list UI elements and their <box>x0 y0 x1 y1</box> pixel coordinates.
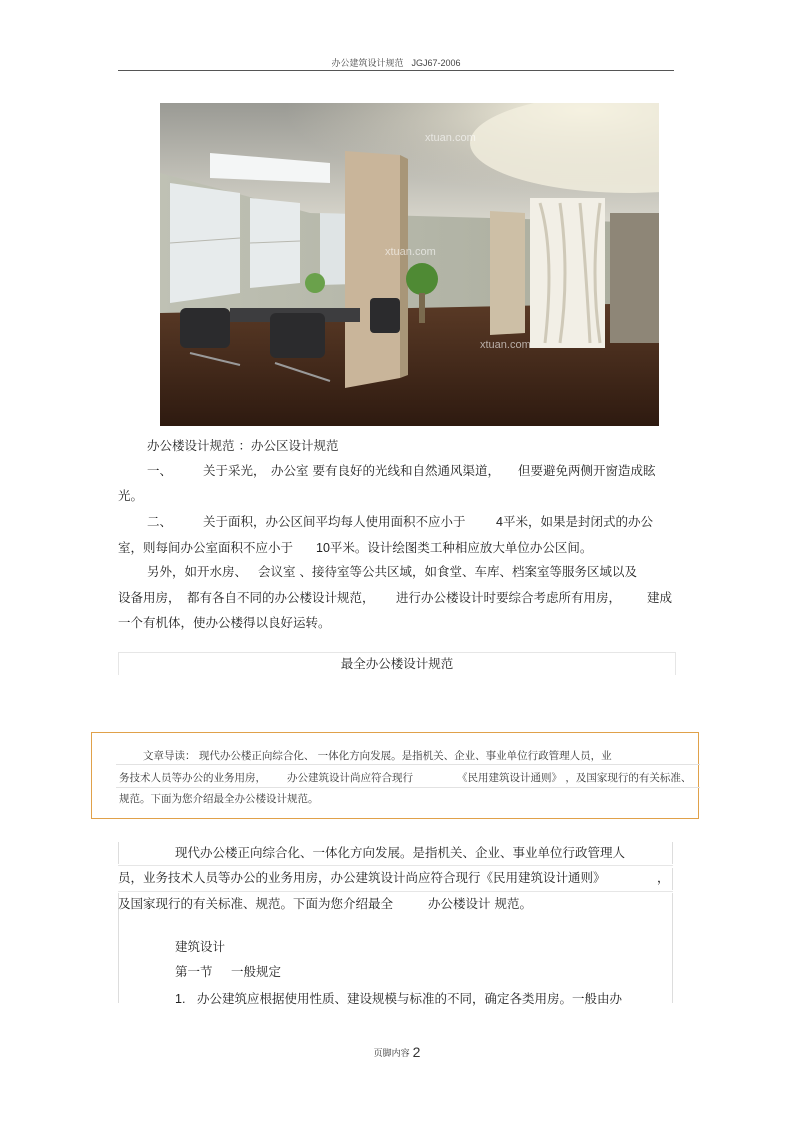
body-line-2a: 员，业务技术人员等办公的业务用房，办公建筑设计尚应符合现行《民用建筑设计通则》 <box>118 870 606 885</box>
item1-number: 一、 <box>147 463 173 478</box>
body-line-3b: 办公楼设计 规范。 <box>428 896 532 911</box>
item1-text-d: 光。 <box>118 488 144 503</box>
body-frame-rule-2 <box>118 891 673 892</box>
body-frame-right-2 <box>672 868 673 890</box>
para3-text-c: 设备用房， <box>118 590 181 605</box>
intro-line-2c: 《民用建筑设计通则》 ，及国家现行的有关标准、 <box>457 772 692 784</box>
para3-text-b: 会议室 、接待室等公共区域，如食堂、车库、档案室等服务区域以及 <box>258 564 637 579</box>
para3-text-d: 都有各自不同的办公楼设计规范， <box>187 590 375 605</box>
para3-text-a: 另外，如开水房、 <box>147 564 248 579</box>
watermark-text-3: xtuan.com <box>480 339 531 351</box>
intro-divider-2 <box>116 787 700 788</box>
footer-label: 页脚内容 <box>373 1049 410 1059</box>
item2-text-c: 室，则每间办公室面积不应小于 <box>118 540 294 555</box>
item2-number: 二、 <box>147 514 173 529</box>
intro-divider-1 <box>116 764 700 765</box>
para3-text-f: 建成 <box>647 590 673 605</box>
body-frame-right-3 <box>672 893 673 1003</box>
para3-text-e: 进行办公楼设计时要综合考虑所有用房， <box>396 590 622 605</box>
body-frame-left-1 <box>118 842 119 864</box>
intro-line-2b: 办公建筑设计尚应符合现行 <box>287 772 413 784</box>
body-frame-right-1 <box>672 842 673 864</box>
office-photo <box>160 103 659 426</box>
item2-text-b: 4平米，如果是封闭式的办公 <box>496 515 653 529</box>
body-line-2b: ， <box>657 870 670 885</box>
page-number: 2 <box>412 1044 421 1060</box>
body-line-3a: 及国家现行的有关标准、规范。下面为您介绍最全 <box>118 896 394 911</box>
item2-text-d: 10平米。设计绘图类工种相应放大单位办公区间。 <box>316 541 593 555</box>
body-item1-number: 1. <box>175 992 186 1006</box>
watermark-text-2: xtuan.com <box>385 246 436 258</box>
item1-text-b: 办公室 要有良好的光线和自然通风渠道， <box>271 463 500 478</box>
intro-line-3: 规范。下面为您介绍最全办公楼设计规范。 <box>119 793 319 805</box>
watermark-text-1: xtuan.com <box>425 132 476 144</box>
body-frame-rule-1 <box>118 865 673 866</box>
section-heading: 办公楼设计规范 ：办公区设计规范 <box>147 438 339 453</box>
header-title-text: 办公建筑设计规范 <box>331 59 404 69</box>
body-heading: 建筑设计 <box>175 939 226 954</box>
item1-text-a: 关于采光， <box>203 463 266 478</box>
item1-text-c: 但要避免两侧开窗造成眩 <box>518 463 656 478</box>
header-title <box>118 56 674 69</box>
body-line-1: 现代办公楼正向综合化、一体化方向发展。是指机关、企业、事业单位行政管理人 <box>175 845 626 860</box>
article-intro-box <box>91 732 699 819</box>
office-interior-image <box>160 103 659 426</box>
para3-text-g: 一个有机体，使办公楼得以良好运转。 <box>118 615 331 630</box>
item2-text-a: 关于面积，办公区间平均每人使用面积不应小于 <box>203 514 466 529</box>
article-title: 最全办公楼设计规范 <box>118 652 676 675</box>
body-section-title: 一般规定 <box>231 964 282 979</box>
intro-line-2a: 务技术人员等办公的业务用房， <box>119 772 266 784</box>
header-divider <box>118 70 674 71</box>
body-section-number: 第一节 <box>175 964 213 979</box>
header-code: JGJ67-2006 <box>411 58 461 68</box>
intro-line-1: 文章导读： 现代办公楼正向综合化、 一体化方向发展。是指机关、企业、事业单位行政管理人员，业 <box>143 750 612 762</box>
body-item1-text: 办公建筑应根据使用性质、建设规模与标准的不同，确定各类用房。一般由办 <box>197 991 623 1006</box>
page-footer <box>0 1044 794 1060</box>
